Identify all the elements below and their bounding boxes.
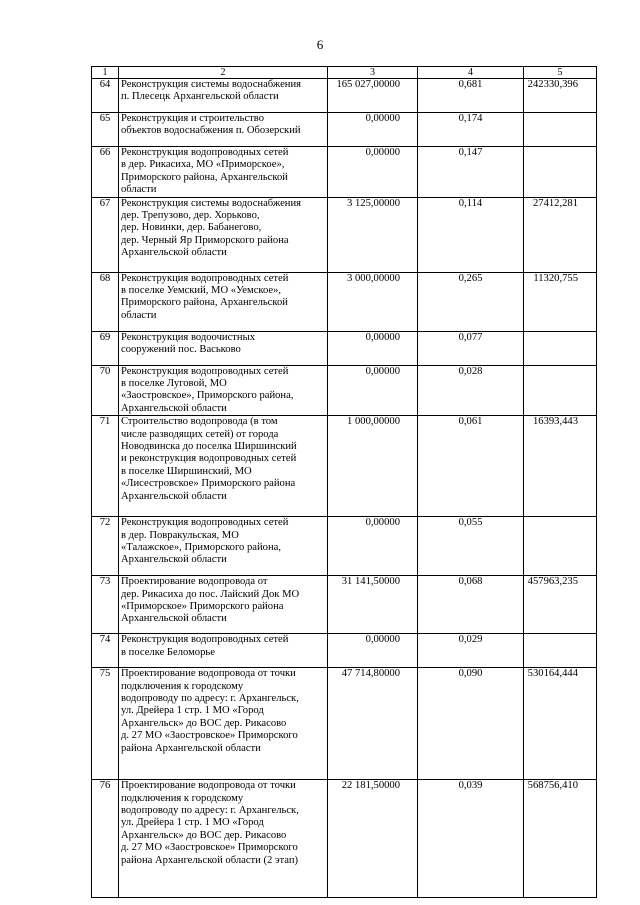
object-name-line: «Лисестровское» Приморского района	[121, 478, 296, 490]
object-name-cell	[119, 272, 328, 331]
object-name-line: в поселке Беломорье	[121, 646, 215, 658]
unit-cost-cell	[524, 147, 597, 198]
row-number-cell: 64	[92, 79, 119, 113]
row-number-cell: 71	[92, 416, 119, 517]
table-row	[92, 79, 597, 113]
unit-cost-cell: 16393,443	[524, 416, 597, 517]
column-number-3: 3	[328, 67, 418, 79]
object-name-line: водопроводу по адресу: г. Архангельск,	[121, 693, 299, 705]
length-cell: 0,029	[418, 634, 524, 668]
column-number-4: 4	[418, 67, 524, 79]
length-cell: 0,114	[418, 197, 524, 272]
object-name-line: Проектирование водопровода от точки	[121, 668, 296, 680]
object-name-line: дер. Рикасиха до пос. Лайский Док МО	[121, 588, 300, 600]
object-name-line: Архангельск» до ВОС дер. Рикасово	[121, 717, 287, 729]
unit-cost-cell	[524, 331, 597, 365]
cost-cell: 0,00000	[328, 634, 418, 668]
row-number-cell: 68	[92, 272, 119, 331]
table-row	[92, 147, 597, 198]
object-name-line: Реконструкция водопроводных сетей	[121, 272, 289, 284]
object-name-line: Реконструкция системы водоснабжения	[121, 79, 301, 90]
unit-cost-cell: 457963,235	[524, 576, 597, 634]
object-name-line: Проектирование водопровода от	[121, 576, 268, 588]
row-number-cell: 70	[92, 365, 119, 416]
object-name-line: района Архангельской области	[121, 742, 261, 754]
row-number-cell: 67	[92, 197, 119, 272]
length-cell: 0,174	[418, 113, 524, 147]
object-name-line: «Заостровское», Приморского района,	[121, 390, 294, 402]
object-name-line: Архангельской области	[121, 402, 227, 414]
unit-cost-cell	[524, 365, 597, 416]
object-name-line: водопроводу по адресу: г. Архангельск,	[121, 805, 299, 817]
object-name-cell	[119, 517, 328, 576]
object-name-line: области	[121, 309, 157, 321]
column-number-2: 2	[119, 67, 328, 79]
table-row	[92, 272, 597, 331]
object-name-line: в поселке Уемский, МО «Уемское»,	[121, 285, 282, 297]
length-cell: 0,265	[418, 272, 524, 331]
object-name-line: ул. Дрейера 1 стр. 1 МО «Город	[121, 817, 264, 829]
object-name-cell	[119, 113, 328, 147]
cost-cell: 3 125,00000	[328, 197, 418, 272]
object-name-cell	[119, 634, 328, 668]
table-row	[92, 517, 597, 576]
page-number: 6	[316, 37, 324, 52]
object-name-cell	[119, 668, 328, 780]
length-cell: 0,077	[418, 331, 524, 365]
table-row	[92, 331, 597, 365]
row-number-cell: 74	[92, 634, 119, 668]
object-name-line: Реконструкция водопроводных сетей	[121, 634, 289, 646]
unit-cost-cell: 242330,396	[524, 79, 597, 113]
object-name-line: дер. Трепузово, дер. Хорьково,	[121, 210, 260, 222]
object-name-cell	[119, 147, 328, 198]
cost-cell: 47 714,80000	[328, 668, 418, 780]
unit-cost-cell: 11320,755	[524, 272, 597, 331]
unit-cost-cell	[524, 517, 597, 576]
table-row	[92, 365, 597, 416]
object-name-line: Приморского района, Архангельской	[121, 297, 288, 309]
object-name-line: подключения к городскому	[121, 792, 244, 804]
object-name-cell	[119, 331, 328, 365]
object-name-cell	[119, 416, 328, 517]
object-name-line: в дер. Повракульская, МО	[121, 529, 239, 541]
object-name-line: Новодвинска до поселка Ширшинский	[121, 441, 297, 453]
cost-cell: 22 181,50000	[328, 780, 418, 898]
object-name-line: п. Плесецк Архангельской области	[121, 91, 279, 103]
table-row	[92, 197, 597, 272]
object-name-cell	[119, 576, 328, 634]
object-name-line: Реконструкция водопроводных сетей	[121, 365, 289, 377]
object-name-line: объектов водоснабжения п. Обозерский	[121, 125, 301, 137]
object-name-cell	[119, 780, 328, 898]
data-table	[91, 66, 597, 898]
unit-cost-cell: 568756,410	[524, 780, 597, 898]
unit-cost-cell: 530164,444	[524, 668, 597, 780]
object-name-line: Реконструкция водопроводных сетей	[121, 147, 289, 158]
cost-cell: 165 027,00000	[328, 79, 418, 113]
row-number-cell: 66	[92, 147, 119, 198]
table-body	[92, 67, 597, 898]
object-name-cell	[119, 79, 328, 113]
column-number-1: 1	[92, 67, 119, 79]
object-name-line: и реконструкция водопроводных сетей	[121, 453, 297, 465]
object-name-line: Архангельской области	[121, 554, 227, 566]
length-cell: 0,090	[418, 668, 524, 780]
object-name-line: ул. Дрейера 1 стр. 1 МО «Город	[121, 705, 264, 717]
object-name-line: Архангельской области	[121, 490, 227, 502]
cost-cell: 3 000,00000	[328, 272, 418, 331]
object-name-line: дер. Черный Яр Приморского района	[121, 234, 289, 246]
object-name-line: Реконструкция водопроводных сетей	[121, 517, 289, 529]
cost-cell: 0,00000	[328, 113, 418, 147]
cost-cell: 0,00000	[328, 365, 418, 416]
table-row	[92, 634, 597, 668]
length-cell: 0,028	[418, 365, 524, 416]
object-name-line: подключения к городскому	[121, 680, 244, 692]
object-name-cell	[119, 365, 328, 416]
length-cell: 0,039	[418, 780, 524, 898]
table-row	[92, 576, 597, 634]
unit-cost-cell	[524, 634, 597, 668]
row-number-cell: 75	[92, 668, 119, 780]
object-name-line: района Архангельской области (2 этап)	[121, 854, 299, 866]
object-name-line: д. 27 МО «Заостровское» Приморского	[121, 730, 298, 742]
object-name-line: Приморского района, Архангельской	[121, 171, 288, 183]
object-name-line: Архангельской области	[121, 613, 227, 625]
table-row	[92, 113, 597, 147]
length-cell: 0,681	[418, 79, 524, 113]
object-name-line: Строительство водопровода (в том	[121, 416, 278, 428]
cost-cell: 0,00000	[328, 147, 418, 198]
object-name-cell	[119, 197, 328, 272]
object-name-line: области	[121, 184, 157, 196]
cost-cell: 0,00000	[328, 331, 418, 365]
object-name-line: Архангельской области	[121, 247, 227, 259]
row-number-cell: 76	[92, 780, 119, 898]
row-number-cell: 65	[92, 113, 119, 147]
table-row	[92, 668, 597, 780]
object-name-line: в поселке Ширшинский, МО	[121, 465, 252, 477]
object-name-line: «Приморское» Приморского района	[121, 601, 284, 613]
column-number-5: 5	[524, 67, 597, 79]
object-name-line: Реконструкция системы водоснабжения	[121, 197, 301, 209]
length-cell: 0,055	[418, 517, 524, 576]
cost-cell: 1 000,00000	[328, 416, 418, 517]
table-row	[92, 416, 597, 517]
object-name-line: «Талажское», Приморского района,	[121, 542, 281, 554]
object-name-line: Архангельск» до ВОС дер. Рикасово	[121, 829, 287, 841]
length-cell: 0,068	[418, 576, 524, 634]
object-name-line: Реконструкция водоочистных	[121, 331, 255, 343]
column-number-row	[92, 67, 597, 79]
row-number-cell: 72	[92, 517, 119, 576]
table-row	[92, 780, 597, 898]
row-number-cell: 69	[92, 331, 119, 365]
object-name-line: в дер. Рикасиха, МО «Приморское»,	[121, 159, 285, 171]
object-name-line: сооружений пос. Васьково	[121, 344, 241, 356]
length-cell: 0,147	[418, 147, 524, 198]
unit-cost-cell	[524, 113, 597, 147]
object-name-line: в поселке Луговой, МО	[121, 378, 227, 390]
object-name-line: числе разводящих сетей) от города	[121, 428, 279, 440]
object-name-line: Реконструкция и строительство	[121, 113, 264, 124]
row-number-cell: 73	[92, 576, 119, 634]
cost-cell: 31 141,50000	[328, 576, 418, 634]
object-name-line: д. 27 МО «Заостровское» Приморского	[121, 842, 298, 854]
object-name-line: Проектирование водопровода от точки	[121, 780, 296, 792]
cost-cell: 0,00000	[328, 517, 418, 576]
length-cell: 0,061	[418, 416, 524, 517]
unit-cost-cell: 27412,281	[524, 197, 597, 272]
object-name-line: дер. Новинки, дер. Бабанегово,	[121, 222, 262, 234]
